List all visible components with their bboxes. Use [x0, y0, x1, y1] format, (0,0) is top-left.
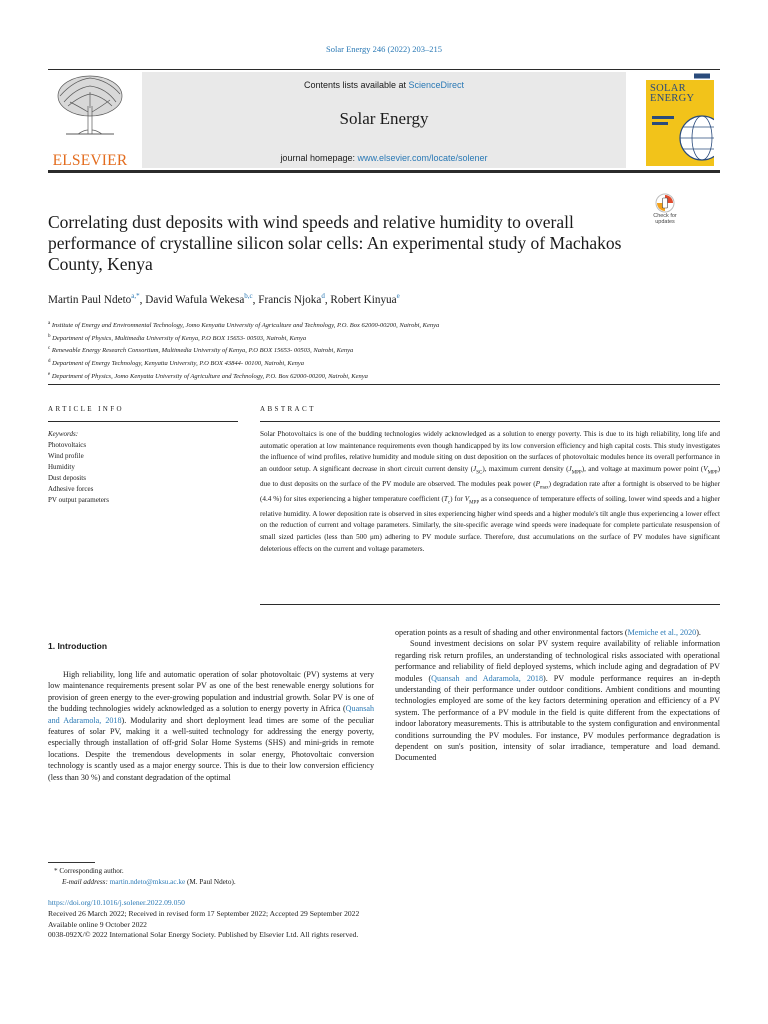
elsevier-tree-icon [54, 72, 126, 136]
abstract-heading: ABSTRACT [260, 405, 316, 413]
paragraph-text: operation points as a result of shading and other environmental factors ( [395, 628, 628, 637]
paragraph-text: ). Modularity and short deployment lead times are some of the peculiar features of solar PV, making it a well-suited technology for addressing the energy poverty, especially through installation of off-grid Solar Home Systems (SHS) and mini-grids in remote locations. Despite the tremendous developments in solar energy, Photovoltaic conversion technology is scantly used as a major energy source. This is due to their low conversion efficiency (less than 30 %) and constant degradation of the optimal [48, 715, 375, 782]
abstract-text-segment: ) for [450, 494, 465, 503]
symbol-tc: T [443, 494, 448, 503]
affiliation-item [48, 370, 708, 383]
abstract-text-segment: ) due to dust deposits on the surface of the PV module are observed. The modules peak power ( [260, 464, 720, 488]
homepage-line [142, 153, 626, 163]
badge-label-line-2: updates [655, 219, 675, 225]
badge-label-line-1: Check for [653, 213, 677, 219]
abstract-text-segment: ), maximum current density ( [482, 464, 569, 473]
cover-header-bar [646, 72, 714, 80]
copyright-notice: 0038-092X/© 2022 International Solar Energy Society. Published by Elsevier Ltd. All rights reserved. [48, 930, 359, 940]
article-metadata [48, 898, 608, 941]
paragraph-text: ). PV module performance requires an in-depth understanding of their performance under outdoor conditions. Ambient conditions and mounting technologies employed are some of the key factors determining operation and efficiency of a PV system. The performance of a PV module in the field is quite different from the expectations of indoor laboratory measurements. This is attributable to the system configuration and environmental conditions surrounding the PV modules. For instance, PV modules performance degradation is dependent on sun's position, intensity of solar irradiance, temperature and load demand. Documented [395, 673, 720, 763]
introduction-heading: 1. Introduction [48, 641, 108, 651]
journal-name: Solar Energy [339, 109, 429, 128]
journal-cover-image[interactable] [646, 72, 714, 166]
keyword-item: Adhesive forces [48, 485, 94, 493]
body-paragraph [48, 669, 374, 783]
email-note [48, 877, 548, 888]
affiliation-text: Department of Physics, Multimedia University of Kenya, P.O BOX 15653- 00503, Nairobi, Kenya [52, 334, 307, 342]
symbol-vmpp: V [464, 494, 470, 503]
abstract-body [260, 429, 720, 555]
affiliation-item [48, 344, 708, 357]
footnotes [48, 866, 548, 888]
paragraph-text: ). [696, 628, 701, 637]
introduction-right-column [395, 627, 720, 764]
abstract-divider [260, 421, 720, 422]
email-label: E-mail address: [62, 878, 110, 886]
author-separator: , [139, 294, 146, 306]
symbol-vmpp: V [703, 464, 708, 473]
symbol-jmpp-subscript: MPP [571, 470, 582, 476]
cover-globe-art [646, 108, 714, 166]
check-for-updates-icon [654, 193, 676, 213]
keyword-item: Humidity [48, 463, 75, 471]
symbol-jsc: J [473, 464, 477, 473]
contents-prefix: Contents lists available at [303, 80, 409, 90]
elsevier-logo[interactable] [48, 72, 132, 168]
author-affiliation-mark[interactable]: d [321, 292, 325, 300]
masthead-bottom-divider [48, 170, 720, 173]
elsevier-wordmark: ELSEVIER [52, 152, 128, 169]
author-name[interactable]: Robert Kinyua [330, 294, 397, 306]
cover-title [650, 84, 694, 104]
homepage-prefix: journal homepage: [280, 153, 358, 163]
symbol-vmpp-subscript: MPP [469, 500, 480, 506]
paragraph-text: High reliability, long life and automatic operation of solar photovoltaic (PV) systems at very low maintenance requirements present solar PV as one of the best renewable energy solutions for provision of green energy to the ever-growing population and industrial growth. Solar PV is one of the budding technologies widely acknowledged as a solution to energy poverty in Africa ( [48, 670, 374, 714]
available-online-date: Available online 9 October 2022 [48, 919, 147, 929]
body-paragraph [395, 638, 720, 763]
keywords-block [48, 429, 228, 506]
article-info-heading: ARTICLE INFO [48, 405, 125, 413]
author-separator: , [324, 294, 331, 306]
keywords-label: Keywords: [48, 430, 79, 438]
cover-title-line-2: ENERGY [650, 93, 695, 104]
received-dates: Received 26 March 2022; Received in revised form 17 September 2022; Accepted 29 September 2022 [48, 908, 360, 918]
contents-line [142, 80, 626, 90]
symbol-tc-subscript: c [447, 500, 451, 506]
masthead-top-divider [48, 69, 720, 70]
author-list [48, 292, 708, 306]
author-affiliation-mark[interactable]: e [396, 292, 400, 300]
affiliation-mark: b [48, 333, 51, 339]
affiliation-text: Institute of Energy and Environmental Technology, Jomo Kenyatta University of Agriculture and Technology, P.O. Box 62000-00200, Nairobi, Kenya [51, 322, 440, 329]
check-for-updates-badge[interactable] [645, 193, 685, 231]
footnote-divider [48, 862, 95, 863]
author-name[interactable]: Francis Njoka [258, 294, 322, 306]
affiliation-mark: d [48, 359, 51, 365]
paragraph-text: Sound investment decisions on solar PV system require availability of reliable information regarding risk return profiles, an understanding of technological risks associated with operational performance and reliability of field deployed systems, which include aging and degradation of PV modules ( [395, 639, 720, 683]
affiliation-item [48, 332, 708, 345]
abstract-text-segment: as a consequence of temperature effects of soiling, lower wind speeds and a higher relative humidity. A lower deposition rate is observed in sites experiencing higher wind speeds and a higher module's tilt angle thus experiencing a lower effect on the reduction of current and voltage parameters. Similarly, the site-specific average wind speeds were inadequate for complete particulate resuspension of small sized particles (less than 500 μm) adhering to PV module surface. Therefore, dust accumulations on the surface of PV modules have significant deleterious effects on the current and voltage parameters. [260, 494, 720, 553]
journal-masthead [48, 68, 720, 168]
journal-reference-link[interactable]: Solar Energy 246 (2022) 203–215 [326, 44, 442, 54]
email-owner: (M. Paul Ndeto). [185, 878, 236, 886]
keyword-item: Wind profile [48, 452, 84, 460]
article-title: Correlating dust deposits with wind speeds and relative humidity to overall performance of crystalline silicon solar cells: An experimental study of Machakos County, Kenya [48, 212, 622, 274]
affiliation-mark: c [48, 346, 51, 352]
abstract-bottom-divider [260, 604, 720, 605]
affiliation-text: Department of Energy Technology, Kenyatta University, P.O BOX 43844- 00100, Nairobi, Kenya [52, 360, 305, 368]
corresponding-author-note: * Corresponding author. [54, 867, 124, 875]
author-affiliation-mark[interactable]: b,c [244, 292, 253, 300]
affiliation-mark: a [48, 321, 51, 326]
keyword-item: Dust deposits [48, 474, 86, 482]
journal-homepage-link[interactable]: www.elsevier.com/locate/solener [357, 153, 488, 163]
affiliation-item [48, 357, 708, 370]
sciencedirect-link[interactable]: ScienceDirect [408, 80, 465, 90]
citation-link[interactable]: Quansah and Adaramola, 2018 [431, 673, 544, 683]
author-name[interactable]: David Wafula Wekesa [145, 294, 245, 306]
journal-info-box [142, 72, 626, 168]
symbol-jmpp: J [568, 464, 572, 473]
body-paragraph [395, 627, 720, 638]
doi-link[interactable]: https://doi.org/10.1016/j.solener.2022.09.050 [48, 898, 185, 907]
cover-title-line-1: SOLAR [650, 83, 686, 94]
keyword-item: Photovoltaics [48, 441, 87, 449]
affiliation-text: Renewable Energy Research Consortium, Multimedia University of Kenya, P.O BOX 15653- 00503, Nairobi, Kenya [51, 347, 354, 355]
check-for-updates-label [645, 213, 685, 225]
affiliation-text: Department of Physics, Jomo Kenyatta University of Agriculture and Technology, P.O. Box 62000-00200, Nairobi, Kenya [51, 372, 368, 380]
abstract-text-segment: ) degradation rate after a fortnight is observed to be higher (4.4 %) for sites experiencing a higher temperature coefficient ( [260, 479, 720, 503]
introduction-left-column [48, 669, 374, 783]
citation-link[interactable]: Memiche et al., 2020 [627, 628, 697, 637]
keyword-item: PV output parameters [48, 496, 109, 504]
abstract-text-segment: Solar Photovoltaics is one of the budding technologies widely acknowledged as a solution to energy poverty. This is due to its high reliability, long life and automatic operation at low maintenance requirements even though handicapped by its low conversion efficiency and high capital costs. This study investigates the influence of wind profiles, relative humidity and module siting on dust deposition on the surfaces of photovoltaic modules hence its overall performance in an outdoor setup. A significant decrease in short circuit current density ( [260, 430, 720, 473]
authors-divider [48, 384, 720, 385]
author-affiliation-mark[interactable]: a,* [131, 292, 140, 300]
symbol-pmax-subscript: max [540, 485, 549, 491]
symbol-vmpp-subscript: MPP [707, 470, 718, 476]
author-name[interactable]: Martin Paul Ndeto [48, 294, 132, 306]
affiliation-item [48, 319, 708, 332]
abstract-text-segment: ), and voltage at maximum power point ( [581, 464, 704, 473]
symbol-jsc-subscript: SC [476, 470, 483, 476]
article-info-divider [48, 421, 238, 422]
email-link[interactable]: martin.ndeto@mksu.ac.ke [109, 878, 186, 886]
citation-link[interactable]: Quansah and Adaramola, 2018 [48, 704, 374, 725]
author-separator: , [252, 294, 259, 306]
affiliation-list [48, 319, 708, 383]
affiliation-mark: e [48, 371, 51, 377]
symbol-pmax: P [535, 479, 541, 488]
